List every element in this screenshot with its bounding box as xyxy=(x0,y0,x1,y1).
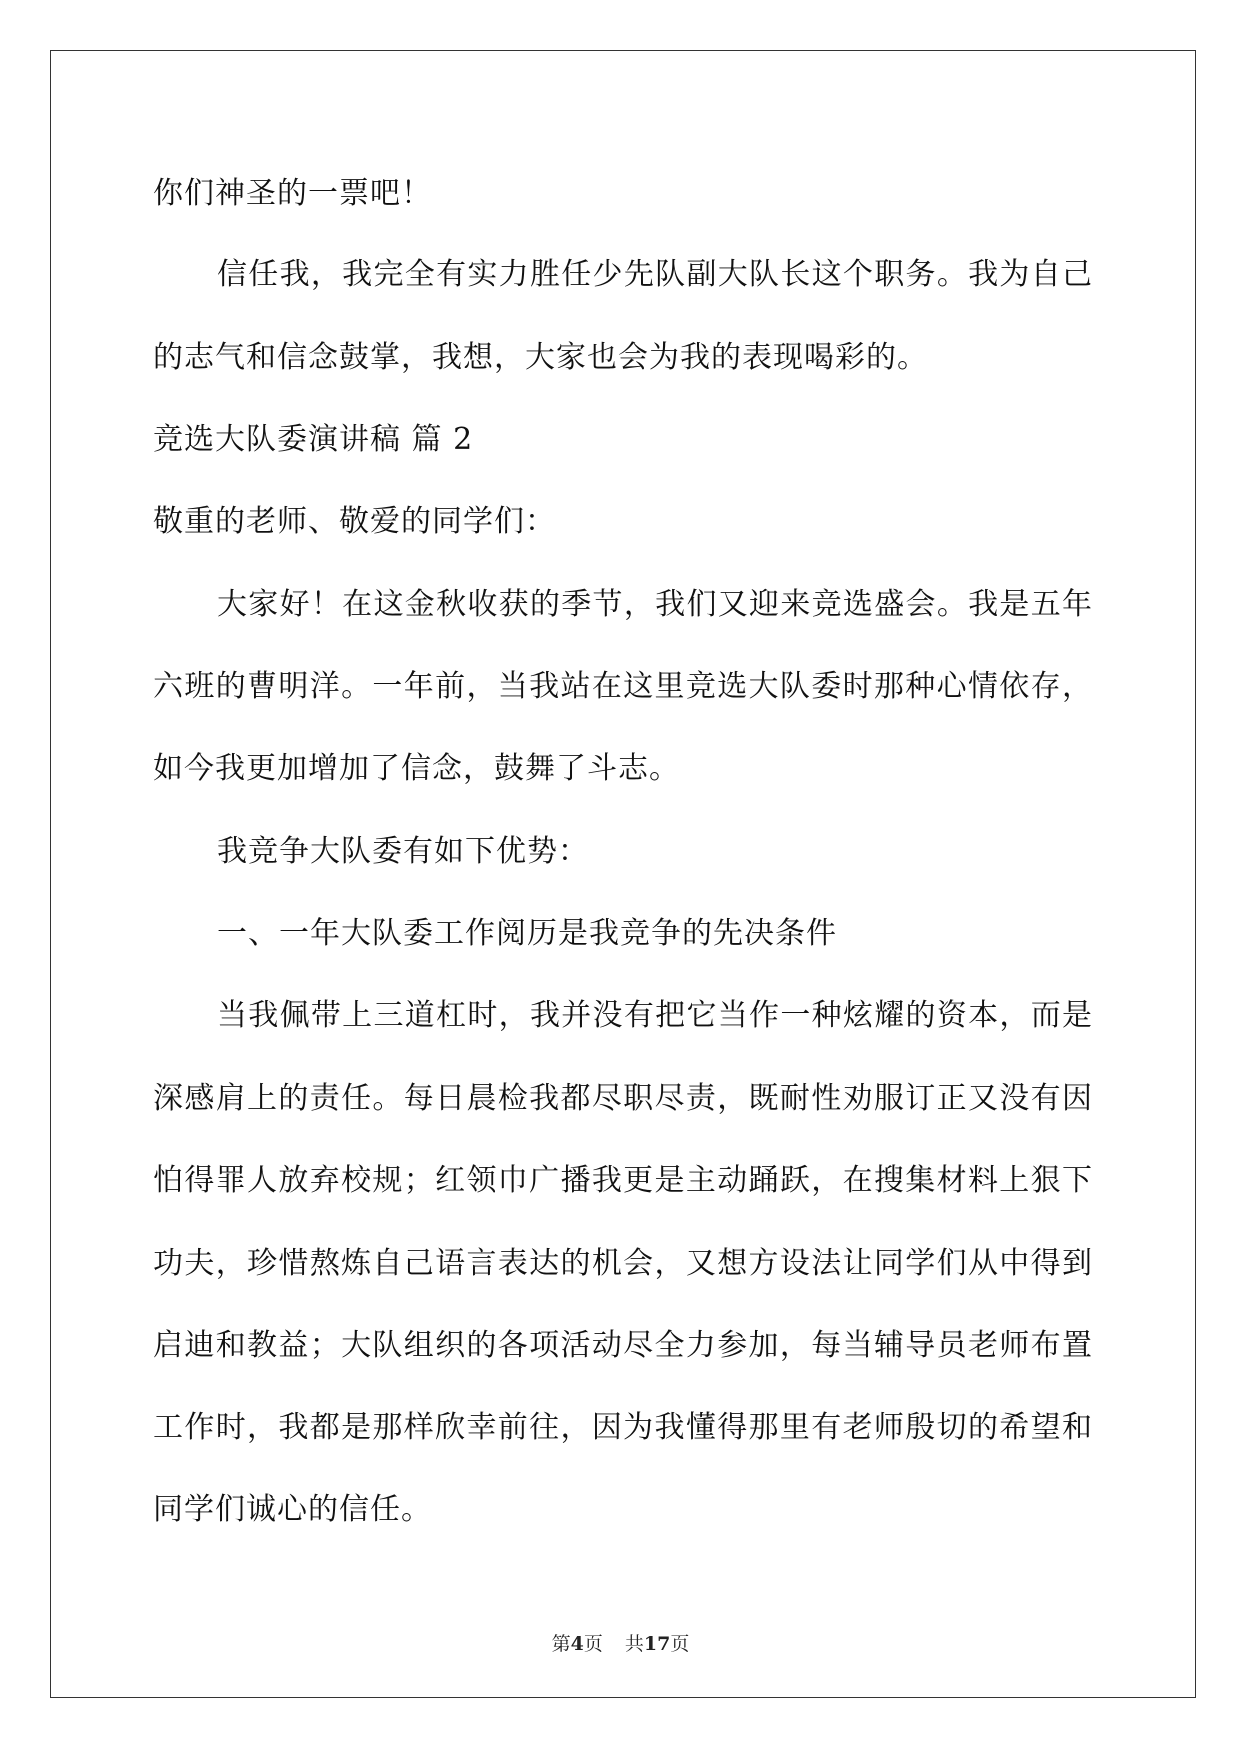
text-line-7: 六班的曹明洋。一年前，当我站在这里竞选大队委时那种心情依存， xyxy=(153,669,1093,704)
text-line-8: 如今我更加增加了信念，鼓舞了斗志。 xyxy=(153,751,680,786)
text-line-11: 当我佩带上三道杠时，我并没有把它当作一种炫耀的资本，而是 xyxy=(217,998,1093,1033)
list-heading-1: 一、一年大队委工作阅历是我竞争的先决条件 xyxy=(217,916,837,951)
text-line-16: 工作时，我都是那样欣幸前往，因为我懂得那里有老师殷切的希望和 xyxy=(153,1410,1093,1445)
page-border xyxy=(50,50,1196,1698)
text-line-2: 信任我，我完全有实力胜任少先队副大队长这个职务。我为自己 xyxy=(217,257,1093,292)
text-line-1: 你们神圣的一票吧！ xyxy=(153,176,432,211)
page-number: 4 xyxy=(570,1633,584,1655)
total-suffix: 页 xyxy=(670,1633,690,1655)
text-line-14: 功夫，珍惜熬炼自己语言表达的机会，又想方设法让同学们从中得到 xyxy=(153,1246,1093,1281)
text-line-17: 同学们诚心的信任。 xyxy=(153,1492,432,1527)
text-line-3: 的志气和信念鼓掌，我想，大家也会为我的表现喝彩的。 xyxy=(153,340,928,375)
text-line-6: 大家好！在这金秋收获的季节，我们又迎来竞选盛会。我是五年 xyxy=(217,587,1093,622)
total-prefix: 共 xyxy=(624,1633,644,1655)
text-line-13: 怕得罪人放弃校规；红领巾广播我更是主动踊跃，在搜集材料上狠下 xyxy=(153,1163,1093,1198)
total-pages: 17 xyxy=(643,1633,671,1655)
section-heading: 竞选大队委演讲稿 篇 2 xyxy=(153,422,474,457)
text-line-9: 我竞争大队委有如下优势： xyxy=(217,834,589,869)
page-suffix: 页 xyxy=(583,1633,603,1655)
text-line-15: 启迪和教益；大队组织的各项活动尽全力参加，每当辅导员老师布置 xyxy=(153,1328,1093,1363)
salutation: 敬重的老师、敬爱的同学们： xyxy=(153,504,556,539)
text-line-12: 深感肩上的责任。每日晨检我都尽职尽责，既耐性劝服订正又没有因 xyxy=(153,1081,1093,1116)
page-prefix: 第 xyxy=(551,1633,571,1655)
page-footer xyxy=(0,1632,1241,1656)
